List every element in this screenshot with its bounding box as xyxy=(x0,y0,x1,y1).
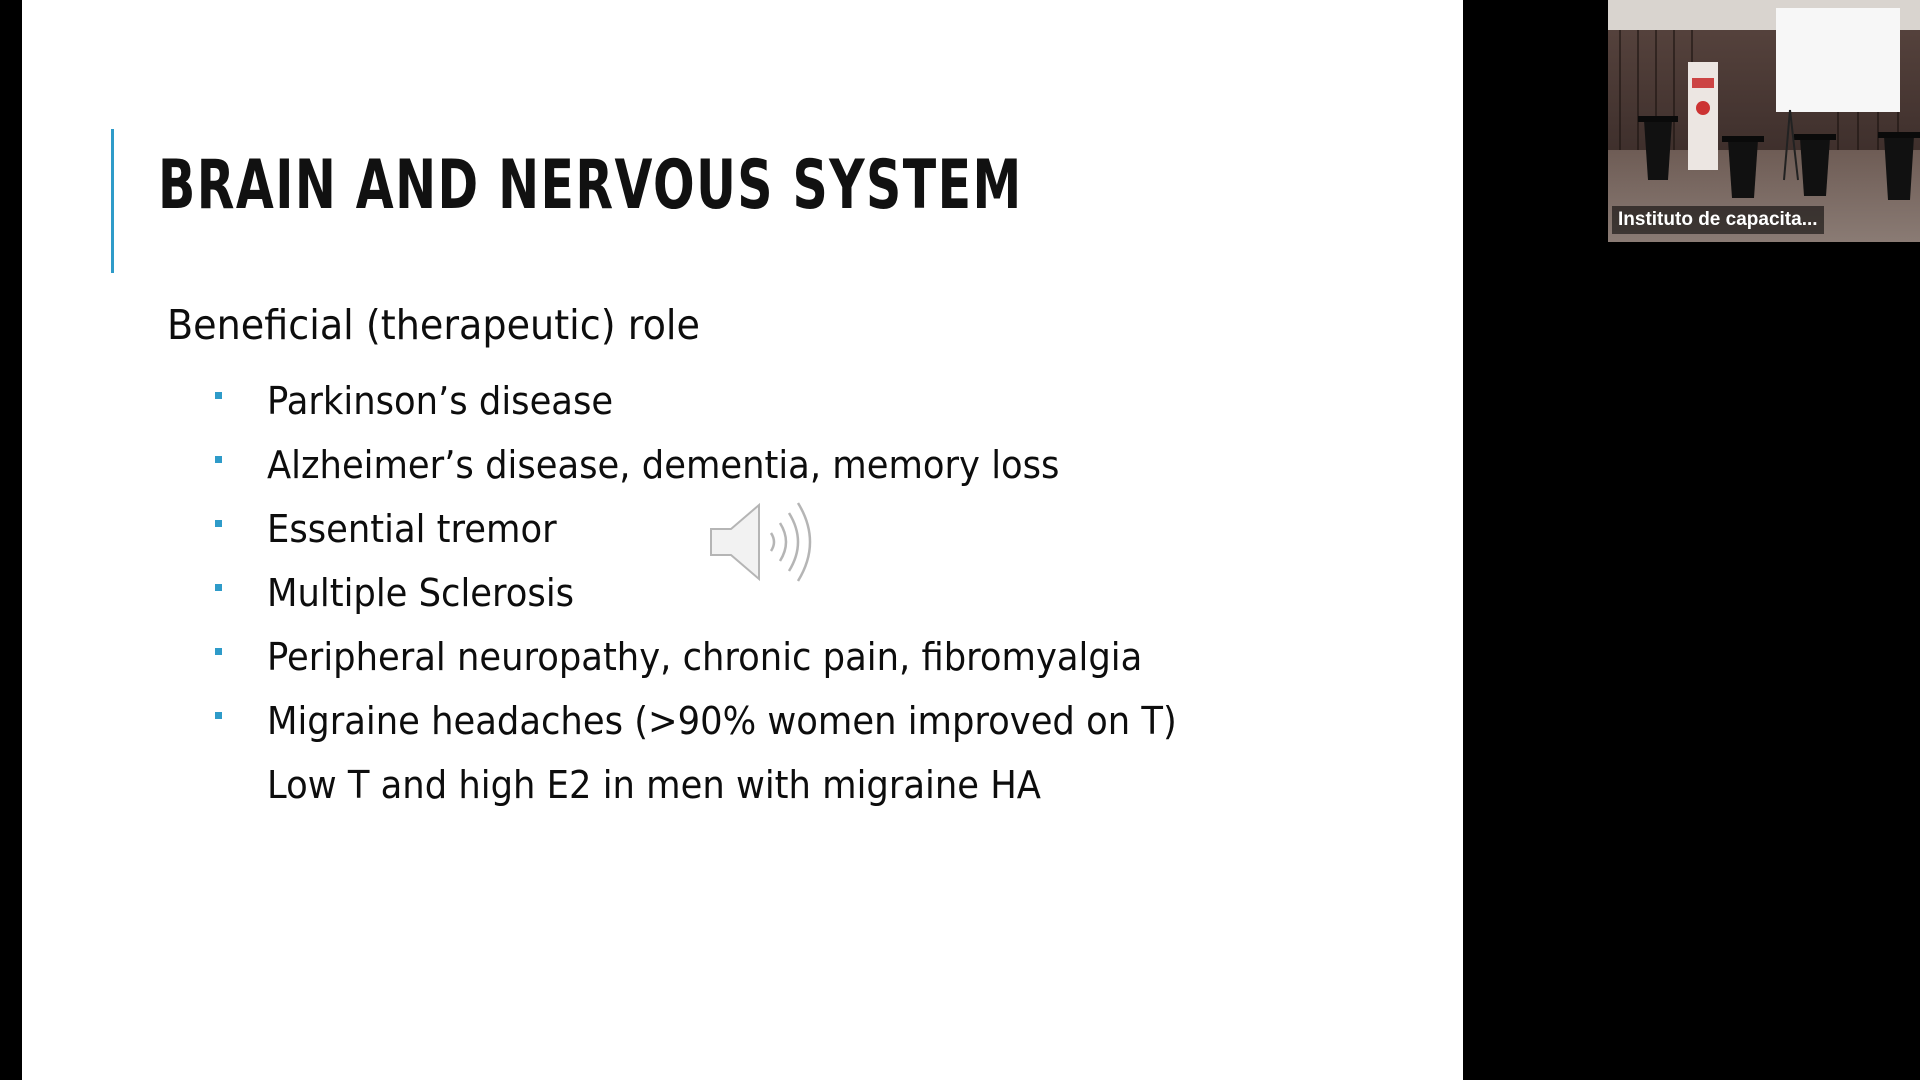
title-accent-bar xyxy=(111,129,114,273)
participant-name-label: Instituto de capacita... xyxy=(1612,206,1824,234)
bullet-text: Parkinson’s disease xyxy=(267,379,614,423)
list-item xyxy=(167,560,740,624)
list-item xyxy=(167,496,740,560)
slide-body xyxy=(167,301,1177,816)
list-item xyxy=(167,368,740,432)
bullet-icon xyxy=(215,584,222,591)
list-item xyxy=(167,624,1143,688)
bullet-icon xyxy=(215,456,222,463)
bullet-icon xyxy=(215,648,222,655)
list-item xyxy=(167,432,1060,496)
presentation-slide xyxy=(22,0,1463,1080)
lead-line: Beneficial (therapeutic) role xyxy=(167,301,700,349)
bullet-icon xyxy=(215,392,222,399)
slide-title: BRAIN AND NERVOUS SYSTEM xyxy=(158,146,1023,225)
bullet-icon xyxy=(215,712,222,719)
bullet-text: Migraine headaches (>90% women improved on T) xyxy=(267,699,1177,743)
list-item-continuation xyxy=(167,752,1041,816)
bullet-text: Multiple Sclerosis xyxy=(267,571,575,615)
bullet-icon xyxy=(215,520,222,527)
participant-video-tile[interactable] xyxy=(1608,0,1920,242)
bullet-text: Alzheimer’s disease, dementia, memory loss xyxy=(267,443,1060,487)
list-item xyxy=(167,688,1177,752)
continuation-text: Low T and high E2 in men with migraine HA xyxy=(267,763,1041,807)
bullet-text: Peripheral neuropathy, chronic pain, fibromyalgia xyxy=(267,635,1143,679)
speaker-icon[interactable] xyxy=(707,497,822,587)
bullet-list xyxy=(167,368,1177,816)
bullet-text: Essential tremor xyxy=(267,507,557,551)
